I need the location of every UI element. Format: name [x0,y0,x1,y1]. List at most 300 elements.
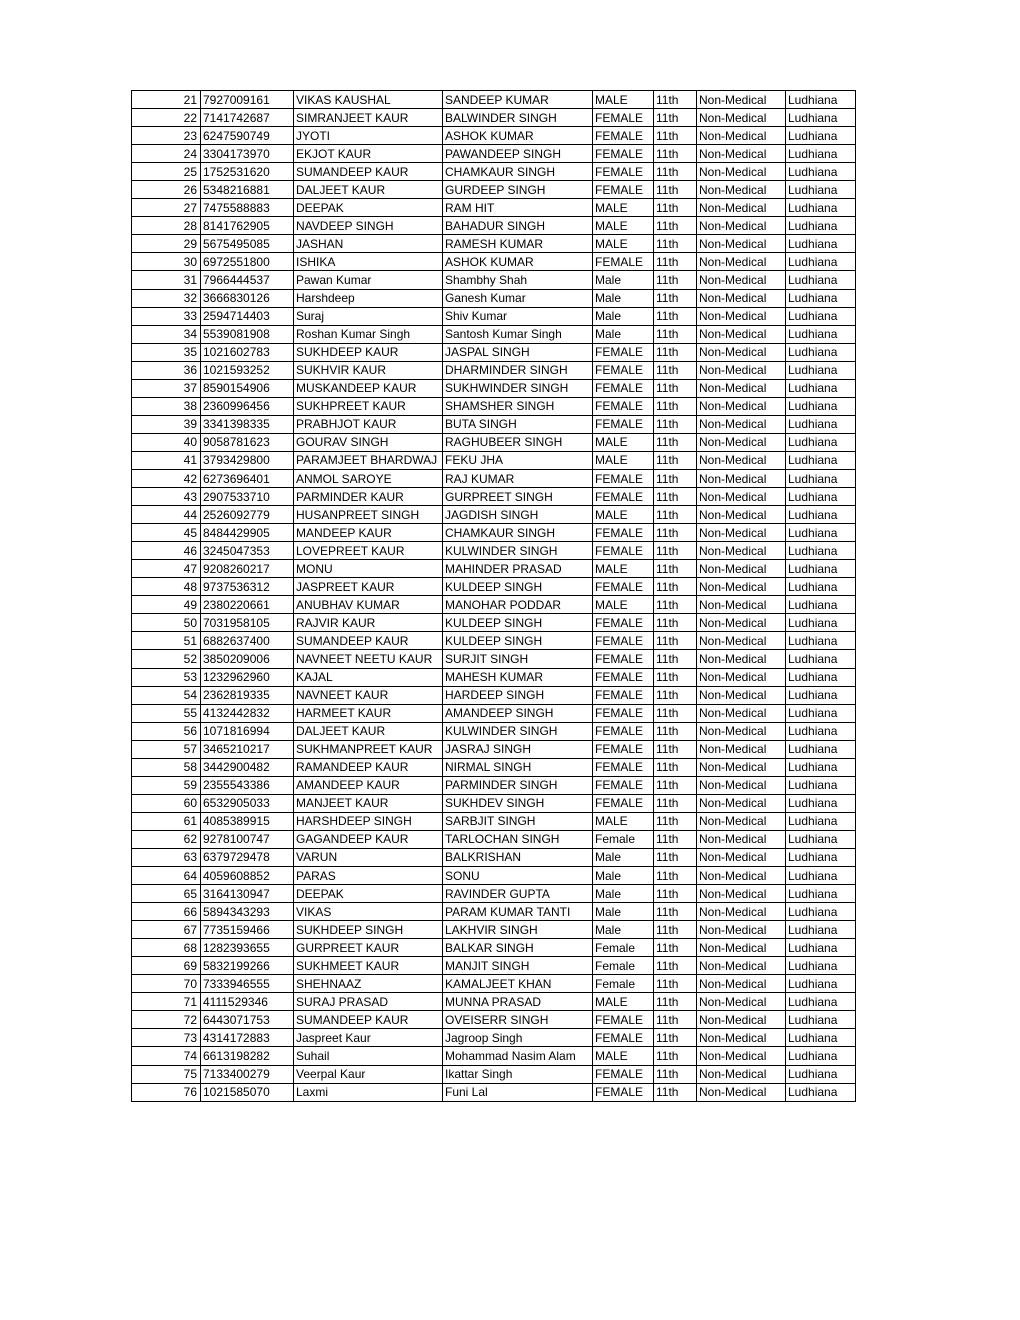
city-cell: Ludhiana [786,433,856,451]
stream-cell: Non-Medical [697,325,786,343]
city-cell: Ludhiana [786,848,856,866]
father-name-cell: Ganesh Kumar [443,289,593,307]
class-cell: 11th [654,469,697,487]
id-number-cell: 2355543386 [201,776,294,794]
class-cell: 11th [654,397,697,415]
city-cell: Ludhiana [786,921,856,939]
city-cell: Ludhiana [786,993,856,1011]
city-cell: Ludhiana [786,506,856,524]
stream-cell: Non-Medical [697,163,786,181]
city-cell: Ludhiana [786,812,856,830]
table-row [132,885,856,903]
class-cell: 11th [654,560,697,578]
city-cell: Ludhiana [786,1065,856,1083]
id-number-cell: 3465210217 [201,740,294,758]
table-row [132,343,856,361]
stream-cell: Non-Medical [697,253,786,271]
class-cell: 11th [654,957,697,975]
stream-cell: Non-Medical [697,614,786,632]
serial-number-cell: 57 [132,740,201,758]
serial-number-cell: 28 [132,217,201,235]
gender-cell: MALE [593,993,654,1011]
serial-number-cell: 65 [132,885,201,903]
student-name-cell: HARSHDEEP SINGH [294,812,443,830]
city-cell: Ludhiana [786,1047,856,1065]
table-row [132,939,856,957]
gender-cell: Male [593,289,654,307]
gender-cell: FEMALE [593,524,654,542]
father-name-cell: ASHOK KUMAR [443,253,593,271]
table-row [132,488,856,506]
gender-cell: FEMALE [593,1011,654,1029]
father-name-cell: SONU [443,867,593,885]
table-row [132,415,856,433]
class-cell: 11th [654,361,697,379]
student-name-cell: SUKHVIR KAUR [294,361,443,379]
class-cell: 11th [654,650,697,668]
serial-number-cell: 34 [132,325,201,343]
serial-number-cell: 36 [132,361,201,379]
father-name-cell: MANJIT SINGH [443,957,593,975]
id-number-cell: 4059608852 [201,867,294,885]
table-row [132,1083,856,1101]
stream-cell: Non-Medical [697,307,786,325]
serial-number-cell: 67 [132,921,201,939]
gender-cell: MALE [593,433,654,451]
student-name-cell: JYOTI [294,127,443,145]
table-row [132,307,856,325]
student-name-cell: DALJEET KAUR [294,181,443,199]
father-name-cell: RAMESH KUMAR [443,235,593,253]
city-cell: Ludhiana [786,650,856,668]
id-number-cell: 3341398335 [201,415,294,433]
father-name-cell: Jagroop Singh [443,1029,593,1047]
gender-cell: MALE [593,451,654,469]
stream-cell: Non-Medical [697,596,786,614]
class-cell: 11th [654,939,697,957]
student-name-cell: VARUN [294,848,443,866]
serial-number-cell: 53 [132,668,201,686]
table-row [132,578,856,596]
class-cell: 11th [654,758,697,776]
id-number-cell: 5348216881 [201,181,294,199]
serial-number-cell: 72 [132,1011,201,1029]
id-number-cell: 1021593252 [201,361,294,379]
id-number-cell: 6443071753 [201,1011,294,1029]
id-number-cell: 5539081908 [201,325,294,343]
table-row [132,451,856,469]
stream-cell: Non-Medical [697,199,786,217]
id-number-cell: 5832199266 [201,957,294,975]
gender-cell: Male [593,848,654,866]
class-cell: 11th [654,199,697,217]
serial-number-cell: 46 [132,542,201,560]
stream-cell: Non-Medical [697,758,786,776]
stream-cell: Non-Medical [697,668,786,686]
gender-cell: FEMALE [593,109,654,127]
gender-cell: Male [593,885,654,903]
stream-cell: Non-Medical [697,903,786,921]
stream-cell: Non-Medical [697,1083,786,1101]
id-number-cell: 6379729478 [201,848,294,866]
serial-number-cell: 43 [132,488,201,506]
id-number-cell: 2362819335 [201,686,294,704]
stream-cell: Non-Medical [697,488,786,506]
city-cell: Ludhiana [786,885,856,903]
stream-cell: Non-Medical [697,289,786,307]
city-cell: Ludhiana [786,488,856,506]
student-name-cell: SUMANDEEP KAUR [294,1011,443,1029]
table-row [132,632,856,650]
father-name-cell: Santosh Kumar Singh [443,325,593,343]
serial-number-cell: 21 [132,91,201,109]
father-name-cell: SURJIT SINGH [443,650,593,668]
gender-cell: FEMALE [593,343,654,361]
stream-cell: Non-Medical [697,704,786,722]
father-name-cell: GURDEEP SINGH [443,181,593,199]
gender-cell: FEMALE [593,722,654,740]
father-name-cell: LAKHVIR SINGH [443,921,593,939]
class-cell: 11th [654,794,697,812]
class-cell: 11th [654,433,697,451]
table-body [132,91,856,1102]
class-cell: 11th [654,1083,697,1101]
class-cell: 11th [654,524,697,542]
gender-cell: MALE [593,596,654,614]
student-name-cell: NAVNEET NEETU KAUR [294,650,443,668]
id-number-cell: 9278100747 [201,830,294,848]
serial-number-cell: 49 [132,596,201,614]
id-number-cell: 3304173970 [201,145,294,163]
gender-cell: FEMALE [593,397,654,415]
stream-cell: Non-Medical [697,885,786,903]
serial-number-cell: 41 [132,451,201,469]
serial-number-cell: 68 [132,939,201,957]
gender-cell: FEMALE [593,686,654,704]
gender-cell: FEMALE [593,758,654,776]
serial-number-cell: 70 [132,975,201,993]
class-cell: 11th [654,885,697,903]
student-name-cell: Suhail [294,1047,443,1065]
student-name-cell: Pawan Kumar [294,271,443,289]
id-number-cell: 1071816994 [201,722,294,740]
student-name-cell: GAGANDEEP KAUR [294,830,443,848]
gender-cell: FEMALE [593,163,654,181]
father-name-cell: CHAMKAUR SINGH [443,524,593,542]
student-name-cell: LOVEPREET KAUR [294,542,443,560]
father-name-cell: BALKRISHAN [443,848,593,866]
serial-number-cell: 74 [132,1047,201,1065]
city-cell: Ludhiana [786,758,856,776]
serial-number-cell: 69 [132,957,201,975]
father-name-cell: KULWINDER SINGH [443,722,593,740]
father-name-cell: CHAMKAUR SINGH [443,163,593,181]
gender-cell: FEMALE [593,704,654,722]
gender-cell: FEMALE [593,361,654,379]
table-row [132,469,856,487]
father-name-cell: RAGHUBEER SINGH [443,433,593,451]
table-row [132,199,856,217]
serial-number-cell: 54 [132,686,201,704]
table-row [132,181,856,199]
gender-cell: MALE [593,506,654,524]
city-cell: Ludhiana [786,903,856,921]
serial-number-cell: 64 [132,867,201,885]
student-name-cell: PRABHJOT KAUR [294,415,443,433]
id-number-cell: 6273696401 [201,469,294,487]
table-row [132,668,856,686]
class-cell: 11th [654,181,697,199]
gender-cell: MALE [593,199,654,217]
gender-cell: Male [593,325,654,343]
student-name-cell: PARAS [294,867,443,885]
table-row [132,433,856,451]
city-cell: Ludhiana [786,776,856,794]
serial-number-cell: 33 [132,307,201,325]
serial-number-cell: 75 [132,1065,201,1083]
table-row [132,1047,856,1065]
class-cell: 11th [654,740,697,758]
class-cell: 11th [654,145,697,163]
id-number-cell: 1021602783 [201,343,294,361]
id-number-cell: 4314172883 [201,1029,294,1047]
id-number-cell: 5675495085 [201,235,294,253]
city-cell: Ludhiana [786,614,856,632]
student-name-cell: PARMINDER KAUR [294,488,443,506]
id-number-cell: 7031958105 [201,614,294,632]
city-cell: Ludhiana [786,325,856,343]
id-number-cell: 8141762905 [201,217,294,235]
city-cell: Ludhiana [786,469,856,487]
gender-cell: Male [593,307,654,325]
father-name-cell: OVEISERR SINGH [443,1011,593,1029]
class-cell: 11th [654,542,697,560]
id-number-cell: 2907533710 [201,488,294,506]
student-name-cell: ISHIKA [294,253,443,271]
table-row [132,524,856,542]
student-table [131,90,856,1102]
city-cell: Ludhiana [786,343,856,361]
table-row [132,848,856,866]
city-cell: Ludhiana [786,199,856,217]
class-cell: 11th [654,993,697,1011]
serial-number-cell: 35 [132,343,201,361]
city-cell: Ludhiana [786,560,856,578]
city-cell: Ludhiana [786,289,856,307]
gender-cell: FEMALE [593,578,654,596]
id-number-cell: 3245047353 [201,542,294,560]
city-cell: Ludhiana [786,867,856,885]
serial-number-cell: 39 [132,415,201,433]
gender-cell: Female [593,939,654,957]
table-row [132,379,856,397]
table-row [132,596,856,614]
student-name-cell: JASPREET KAUR [294,578,443,596]
father-name-cell: PARMINDER SINGH [443,776,593,794]
city-cell: Ludhiana [786,271,856,289]
student-name-cell: SUKHDEEP SINGH [294,921,443,939]
id-number-cell: 1021585070 [201,1083,294,1101]
father-name-cell: Shambhy Shah [443,271,593,289]
gender-cell: Male [593,271,654,289]
father-name-cell: JASPAL SINGH [443,343,593,361]
gender-cell: FEMALE [593,632,654,650]
gender-cell: FEMALE [593,614,654,632]
gender-cell: FEMALE [593,740,654,758]
gender-cell: FEMALE [593,488,654,506]
stream-cell: Non-Medical [697,740,786,758]
id-number-cell: 2360996456 [201,397,294,415]
gender-cell: FEMALE [593,794,654,812]
table-row [132,271,856,289]
student-name-cell: SUMANDEEP KAUR [294,632,443,650]
id-number-cell: 7141742687 [201,109,294,127]
serial-number-cell: 27 [132,199,201,217]
id-number-cell: 1282393655 [201,939,294,957]
table-row [132,127,856,145]
id-number-cell: 4132442832 [201,704,294,722]
table-row [132,867,856,885]
gender-cell: FEMALE [593,650,654,668]
gender-cell: Male [593,921,654,939]
city-cell: Ludhiana [786,415,856,433]
table-row [132,776,856,794]
serial-number-cell: 23 [132,127,201,145]
stream-cell: Non-Medical [697,181,786,199]
student-name-cell: NAVDEEP SINGH [294,217,443,235]
serial-number-cell: 40 [132,433,201,451]
stream-cell: Non-Medical [697,632,786,650]
stream-cell: Non-Medical [697,578,786,596]
table-row [132,109,856,127]
student-name-cell: HARMEET KAUR [294,704,443,722]
id-number-cell: 7735159466 [201,921,294,939]
gender-cell: FEMALE [593,668,654,686]
serial-number-cell: 37 [132,379,201,397]
father-name-cell: KULDEEP SINGH [443,578,593,596]
stream-cell: Non-Medical [697,921,786,939]
class-cell: 11th [654,415,697,433]
student-name-cell: SUKHPREET KAUR [294,397,443,415]
father-name-cell: BUTA SINGH [443,415,593,433]
id-number-cell: 3442900482 [201,758,294,776]
stream-cell: Non-Medical [697,560,786,578]
serial-number-cell: 22 [132,109,201,127]
class-cell: 11th [654,488,697,506]
id-number-cell: 9208260217 [201,560,294,578]
father-name-cell: Shiv Kumar [443,307,593,325]
student-name-cell: DEEPAK [294,885,443,903]
table-row [132,686,856,704]
city-cell: Ludhiana [786,578,856,596]
gender-cell: MALE [593,235,654,253]
table-row [132,722,856,740]
gender-cell: FEMALE [593,127,654,145]
gender-cell: MALE [593,560,654,578]
student-name-cell: SUKHMEET KAUR [294,957,443,975]
class-cell: 11th [654,506,697,524]
student-name-cell: VIKAS KAUSHAL [294,91,443,109]
city-cell: Ludhiana [786,163,856,181]
city-cell: Ludhiana [786,361,856,379]
id-number-cell: 9737536312 [201,578,294,596]
city-cell: Ludhiana [786,740,856,758]
id-number-cell: 8590154906 [201,379,294,397]
stream-cell: Non-Medical [697,830,786,848]
serial-number-cell: 44 [132,506,201,524]
class-cell: 11th [654,704,697,722]
table-row [132,506,856,524]
student-name-cell: GOURAV SINGH [294,433,443,451]
class-cell: 11th [654,596,697,614]
serial-number-cell: 63 [132,848,201,866]
stream-cell: Non-Medical [697,650,786,668]
stream-cell: Non-Medical [697,379,786,397]
stream-cell: Non-Medical [697,975,786,993]
city-cell: Ludhiana [786,397,856,415]
id-number-cell: 7333946555 [201,975,294,993]
gender-cell: FEMALE [593,776,654,794]
class-cell: 11th [654,235,697,253]
gender-cell: Female [593,975,654,993]
table-row [132,993,856,1011]
id-number-cell: 2526092779 [201,506,294,524]
serial-number-cell: 55 [132,704,201,722]
serial-number-cell: 60 [132,794,201,812]
stream-cell: Non-Medical [697,1047,786,1065]
student-name-cell: RAMANDEEP KAUR [294,758,443,776]
father-name-cell: MAHESH KUMAR [443,668,593,686]
serial-number-cell: 59 [132,776,201,794]
father-name-cell: HARDEEP SINGH [443,686,593,704]
stream-cell: Non-Medical [697,1065,786,1083]
father-name-cell: AMANDEEP SINGH [443,704,593,722]
class-cell: 11th [654,903,697,921]
table-row [132,542,856,560]
serial-number-cell: 47 [132,560,201,578]
gender-cell: FEMALE [593,253,654,271]
stream-cell: Non-Medical [697,91,786,109]
id-number-cell: 3793429800 [201,451,294,469]
student-name-cell: MANDEEP KAUR [294,524,443,542]
id-number-cell: 6532905033 [201,794,294,812]
student-name-cell: GURPREET KAUR [294,939,443,957]
city-cell: Ludhiana [786,704,856,722]
student-name-cell: JASHAN [294,235,443,253]
table-row [132,91,856,109]
stream-cell: Non-Medical [697,524,786,542]
city-cell: Ludhiana [786,109,856,127]
serial-number-cell: 66 [132,903,201,921]
city-cell: Ludhiana [786,542,856,560]
city-cell: Ludhiana [786,253,856,271]
father-name-cell: SUKHWINDER SINGH [443,379,593,397]
serial-number-cell: 38 [132,397,201,415]
father-name-cell: KAMALJEET KHAN [443,975,593,993]
city-cell: Ludhiana [786,145,856,163]
table-row [132,830,856,848]
table-row [132,975,856,993]
city-cell: Ludhiana [786,307,856,325]
table-row [132,289,856,307]
father-name-cell: MUNNA PRASAD [443,993,593,1011]
class-cell: 11th [654,1047,697,1065]
city-cell: Ludhiana [786,794,856,812]
city-cell: Ludhiana [786,127,856,145]
id-number-cell: 5894343293 [201,903,294,921]
stream-cell: Non-Medical [697,343,786,361]
stream-cell: Non-Medical [697,1011,786,1029]
